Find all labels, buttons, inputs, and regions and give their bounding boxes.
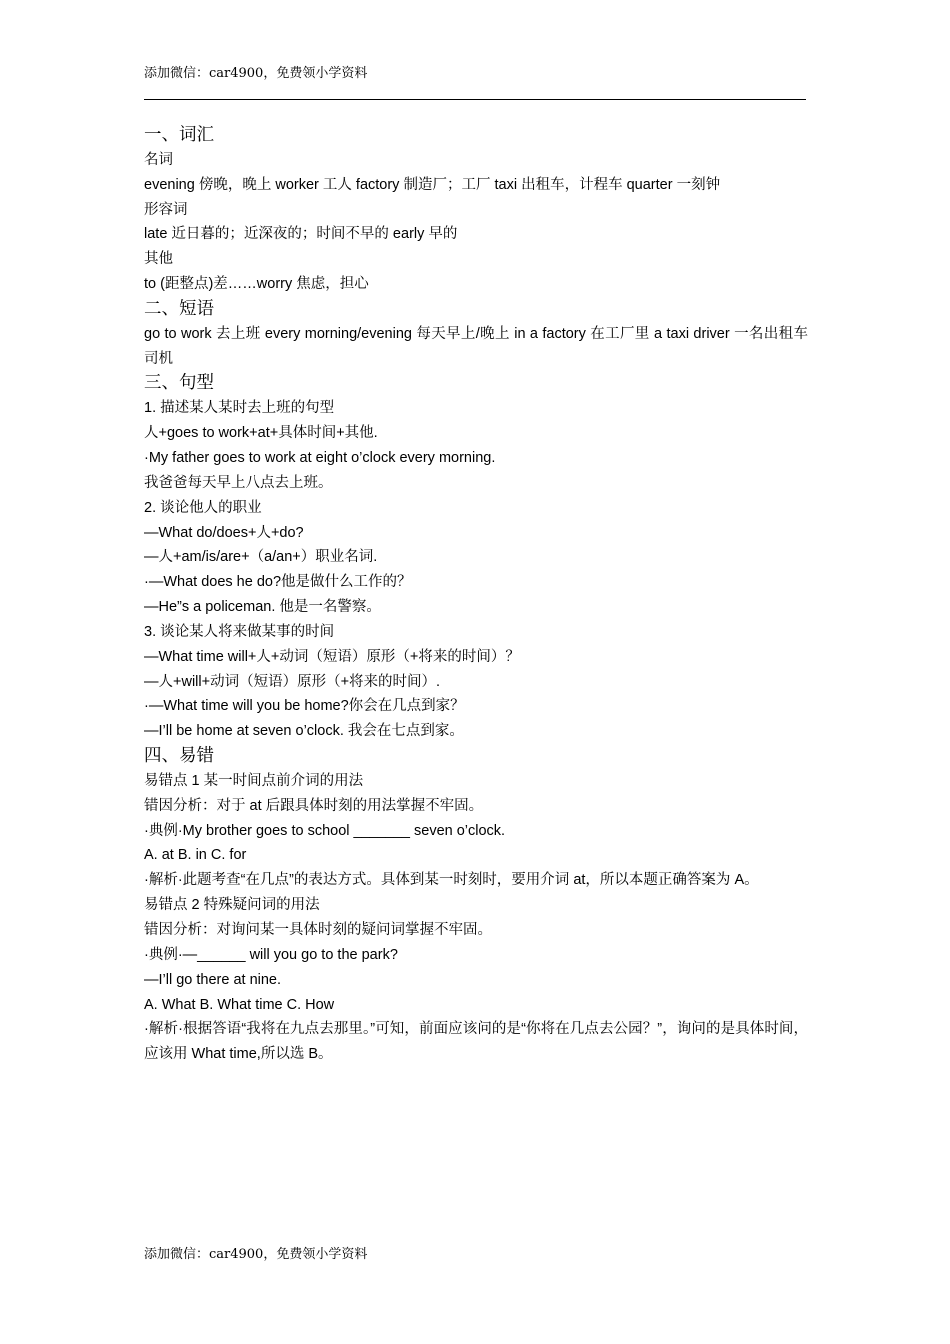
pattern-1-translation: 我爸爸每天早上八点去上班。 [144,474,333,491]
noun-line: evening 傍晚，晚上 worker 工人 factory 制造厂；工厂 taxi 出租车，计程车 quarter 一刻钟 [144,176,721,193]
page-header: 添加微信：car4900，免费领小学资料 [144,66,368,81]
mistake-2-title: 易错点 2 特殊疑问词的用法 [144,897,320,914]
other-line: to (距整点)差……worry 焦虑，担心 [144,276,369,293]
mistake-1-analysis: ·解析·此题考查“在几点”的表达方式。具体到某一时刻时，要用介词 at，所以本题正确答案为 A。 [144,872,759,889]
mistake-1-cause: 错因分析：对于 at 后跟具体时刻的用法掌握不牢固。 [144,797,484,814]
section-vocab-title: 一、词汇 [144,125,214,145]
pattern-3-formula-answer: —人+will+动词（短语）原形（+将来的时间）. [144,673,441,690]
document-body [144,123,808,1067]
adj-line: late 近日暮的；近深夜的；时间不早的 early 早的 [144,226,458,243]
mistake-1-options: A. at B. in C. for [144,847,247,864]
pattern-1-title: 1. 描述某人某时去上班的句型 [144,400,335,417]
pattern-2-formula-question: —What do/does+人+do? [144,524,304,541]
pattern-3-formula-question: —What time will+人+动词（短语）原形（+将来的时间）？ [144,648,520,665]
header-divider [144,99,806,100]
pattern-2-example-question: ·—What does he do?他是做什么工作的？ [144,574,412,591]
section-patterns-title: 三、句型 [144,373,214,394]
pattern-2-formula-answer: —人+am/is/are+（a/an+）职业名词. [144,549,378,566]
mistake-2-cause: 错因分析：对询问某一具体时刻的疑问词掌握不牢固。 [144,922,492,938]
pattern-2-example-answer: —He”s a policeman. 他是一名警察。 [144,599,381,616]
pattern-2-title: 2. 谈论他人的职业 [144,499,262,516]
section-mistakes-title: 四、易错 [144,746,214,767]
pattern-3-title: 3. 谈论某人将来做某事的时间 [144,623,335,640]
mistake-2-options: A. What B. What time C. How [144,996,335,1013]
mistake-2-answer: —I’ll go there at nine. [144,971,282,988]
adj-label: 形容词 [144,201,188,218]
section-phrases-title: 二、短语 [144,298,214,319]
phrases-line: go to work 去上班 every morning/evening 每天早上/晚上 in a factory 在工厂里 a taxi driver 一名出租车司机 [144,325,808,367]
mistake-2-example: ·典例·—______ will you go to the park? [144,946,398,963]
mistake-1-title: 易错点 1 某一时间点前介词的用法 [144,772,364,789]
page-footer: 添加微信：car4900，免费领小学资料 [144,1247,368,1262]
pattern-3-example-question: ·—What time will you be home?你会在几点到家？ [144,698,465,715]
other-label: 其他 [144,251,173,268]
pattern-1-formula: 人+goes to work+at+具体时间+其他. [144,425,378,442]
pattern-3-example-answer: —I’ll be home at seven o’clock. 我会在七点到家。 [144,723,464,740]
mistake-1-example: ·典例·My brother goes to school _______ seven o’clock. [144,822,506,839]
mistake-2-analysis: ·解析·根据答语“我将在九点去那里。”可知，前面应该问的是“你将在几点去公园？”，询问的是具体时间，应该用 What time,所以选 B。 [144,1021,808,1063]
noun-label: 名词 [144,151,173,168]
pattern-1-example: ·My father goes to work at eight o’clock every morning. [144,449,496,466]
